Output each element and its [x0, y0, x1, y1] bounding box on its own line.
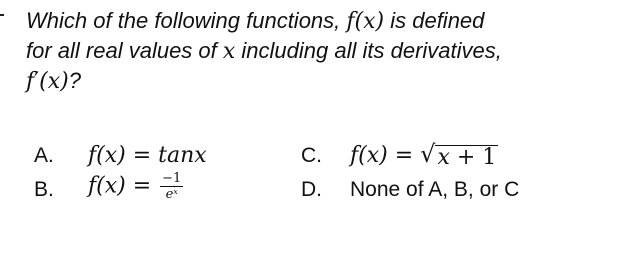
- option-b-expression: [88, 172, 183, 201]
- question-line-3: [26, 66, 616, 96]
- option-c-radicand: [435, 145, 498, 170]
- question-line-1: [26, 6, 616, 36]
- option-c-expression: [350, 142, 498, 170]
- option-c-equals: =: [387, 143, 421, 168]
- question-text: [26, 6, 616, 96]
- option-b-fraction: [160, 172, 183, 201]
- question-derivative-f: f: [26, 69, 35, 94]
- question-line-2-text: for all real values of: [26, 38, 223, 63]
- question-line-1-tail: is defined: [384, 8, 485, 33]
- option-a-expression: [88, 142, 207, 168]
- option-d-text: None of A, B, or C: [350, 178, 520, 201]
- question-mark: ?: [68, 68, 81, 93]
- option-b-lhs: f(x): [88, 173, 126, 199]
- option-a-lhs: f(x): [88, 143, 126, 168]
- question-variable-x: x: [222, 39, 236, 64]
- question-line-2: [26, 36, 616, 66]
- option-a-letter: A.: [34, 144, 54, 167]
- option-b-letter: B.: [34, 178, 54, 201]
- option-d-letter: D.: [301, 178, 322, 201]
- option-c-letter: C.: [301, 144, 322, 167]
- question-bullet-mark: [0, 14, 4, 16]
- option-c-lhs: f(x): [350, 143, 388, 168]
- option-c-radical-sign: √: [420, 140, 436, 168]
- option-b-numerator: −1: [162, 171, 182, 186]
- question-line-1-text: Which of the following functions,: [26, 8, 347, 33]
- option-b-equals: =: [125, 173, 159, 199]
- option-a-equals: =: [125, 143, 159, 168]
- option-c-square-root: [420, 142, 498, 170]
- question-line-2-tail: including all its derivatives,: [235, 38, 502, 63]
- question-function-fx: f(x): [346, 9, 385, 34]
- option-b-denominator: eˣ: [165, 187, 178, 202]
- question-derivative-prime: ′: [34, 69, 40, 94]
- option-a-rhs: tanx: [158, 143, 207, 168]
- option-c-radicand-var: x: [437, 145, 450, 170]
- question-derivative-arg: (x): [39, 69, 69, 94]
- option-c-radicand-rest: + 1: [449, 145, 497, 170]
